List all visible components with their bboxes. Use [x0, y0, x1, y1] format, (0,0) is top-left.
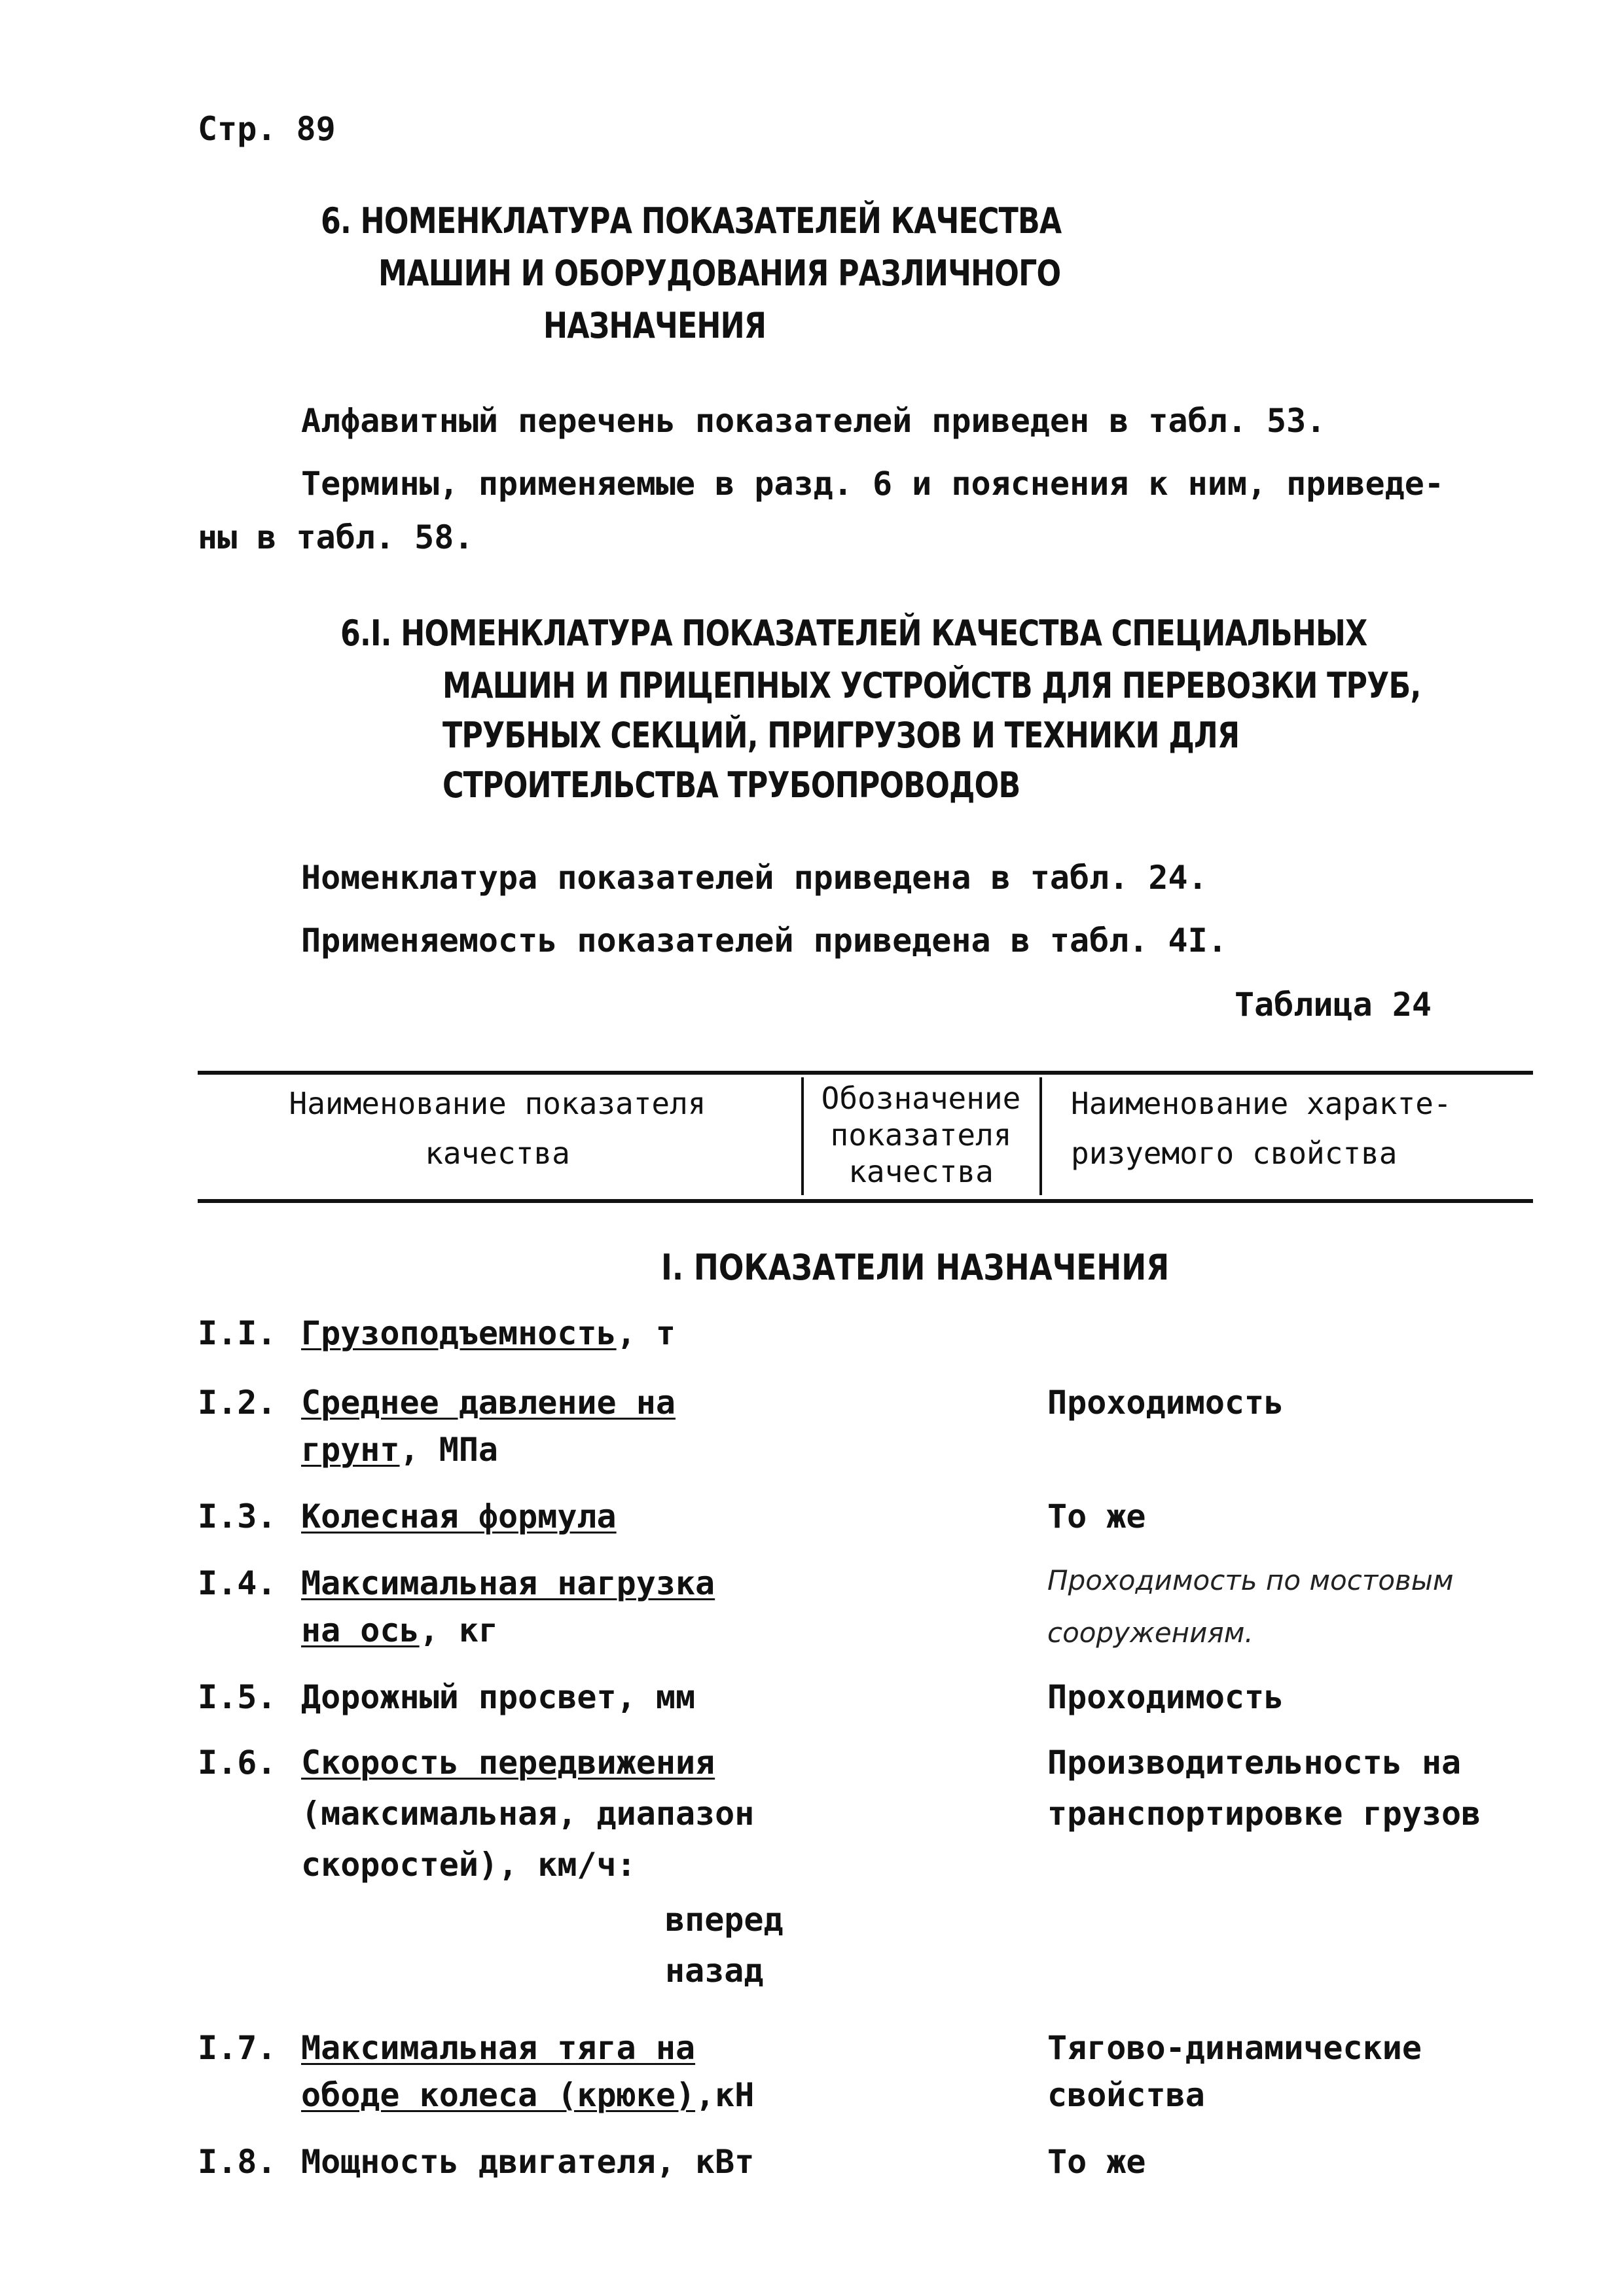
row-subitem: назад [665, 1952, 764, 1990]
header-col-divider [801, 1077, 804, 1195]
row-name-cont: (максимальная, диапазон [301, 1795, 755, 1833]
row-name: Колесная формула [301, 1498, 617, 1535]
subsection-title-line: МАШИН И ПРИЦЕПНЫХ УСТРОЙСТВ ДЛЯ ПЕРЕВОЗКИ ТРУБ, [442, 665, 1421, 706]
page-number: Стр. 89 [198, 110, 336, 148]
header-text: показателя [830, 1117, 1012, 1153]
row-name-cont: скоростей), км/ч: [301, 1846, 636, 1884]
row-property: То же [1047, 2143, 1146, 2181]
section-title-line: 6. НОМЕНКЛАТУРА ПОКАЗАТЕЛЕЙ КАЧЕСТВА [321, 200, 1062, 242]
row-number: I.8. [198, 2143, 277, 2181]
header-text: ризуемого свойства [1071, 1136, 1398, 1171]
header-text: Обозначение [821, 1081, 1021, 1116]
row-name: Максимальная тяга на [301, 2029, 696, 2067]
row-name-cont [301, 2072, 754, 2118]
nomenclature-note: Номенклатура показателей приведена в табл. 24. [301, 859, 1208, 897]
header-text: качества [848, 1154, 994, 1189]
row-number: I.7. [198, 2029, 277, 2067]
row-property-handwritten: сооружениям. [1047, 1617, 1254, 1649]
header-text: Наименование показателя [289, 1086, 706, 1121]
header-bottom-rule [198, 1199, 1533, 1203]
row-number: I.4. [198, 1564, 277, 1602]
row-name-term: грунт [301, 1431, 400, 1469]
section-title-line: НАЗНАЧЕНИЯ [543, 305, 767, 346]
row-number: I.5. [198, 1678, 277, 1716]
applicability-note: Применяемость показателей приведена в табл. 4I. [301, 922, 1227, 960]
row-name-term: на ось [301, 1611, 420, 1649]
section-title-line: МАШИН И ОБОРУДОВАНИЯ РАЗЛИЧНОГО [378, 253, 1061, 294]
header-col-designation [806, 1080, 1036, 1190]
row-name-cont [301, 1607, 498, 1653]
row-property: Проходимость [1047, 1384, 1284, 1422]
row-name-cont [301, 1427, 498, 1473]
subsection-title-line: ТРУБНЫХ СЕКЦИЙ, ПРИГРУЗОВ И ТЕХНИКИ ДЛЯ [442, 715, 1240, 756]
row-number: I.I. [198, 1314, 277, 1352]
header-col-name [203, 1085, 792, 1172]
header-text: качества [425, 1136, 570, 1171]
header-text: Наименование характе- [1071, 1086, 1452, 1121]
header-col-property [1047, 1085, 1555, 1172]
row-property-cont: транспортировке грузов [1047, 1795, 1481, 1833]
row-name-term: Грузоподъемность [301, 1314, 617, 1352]
subsection-title-line: СТРОИТЕЛЬСТВА ТРУБОПРОВОДОВ [442, 764, 1020, 806]
subsection-title-line: 6.I. НОМЕНКЛАТУРА ПОКАЗАТЕЛЕЙ КАЧЕСТВА СПЕЦИАЛЬНЫХ [340, 613, 1367, 654]
header-top-rule [198, 1071, 1533, 1075]
row-name: Дорожный просвет, мм [301, 1678, 696, 1716]
row-unit: , кг [419, 1611, 499, 1649]
intro-paragraph-1: Алфавитный перечень показателей приведен в табл. 53. [301, 402, 1326, 440]
row-number: I.6. [198, 1744, 277, 1782]
row-unit: , т [616, 1314, 676, 1352]
row-property: То же [1047, 1498, 1146, 1535]
row-name: Максимальная нагрузка [301, 1564, 715, 1602]
row-unit: ,кН [695, 2076, 755, 2114]
row-property: Производительность на [1047, 1744, 1462, 1782]
row-number: I.2. [198, 1384, 277, 1422]
intro-paragraph-2: Термины, применяемые в разд. 6 и пояснения к ним, приведе- [301, 465, 1444, 503]
intro-paragraph-2-cont: ны в табл. 58. [198, 518, 474, 556]
row-property: Проходимость [1047, 1678, 1284, 1716]
row-property-handwritten: Проходимость по мостовым [1047, 1564, 1454, 1596]
row-name [301, 1310, 676, 1356]
row-subitem: вперед [665, 1901, 784, 1939]
row-property-cont: свойства [1047, 2076, 1205, 2114]
row-name-term: ободе колеса (крюке) [301, 2076, 696, 2114]
row-property: Тягово-динамические [1047, 2029, 1422, 2067]
row-number: I.3. [198, 1498, 277, 1535]
header-col-divider [1039, 1077, 1042, 1195]
group-title: I. ПОКАЗАТЕЛИ НАЗНАЧЕНИЯ [661, 1247, 1170, 1288]
row-name: Мощность двигателя, кВт [301, 2143, 755, 2181]
row-name: Среднее давление на [301, 1384, 676, 1422]
row-unit: , МПа [399, 1431, 499, 1469]
table-label: Таблица 24 [1235, 986, 1432, 1024]
row-name: Скорость передвижения [301, 1744, 715, 1782]
